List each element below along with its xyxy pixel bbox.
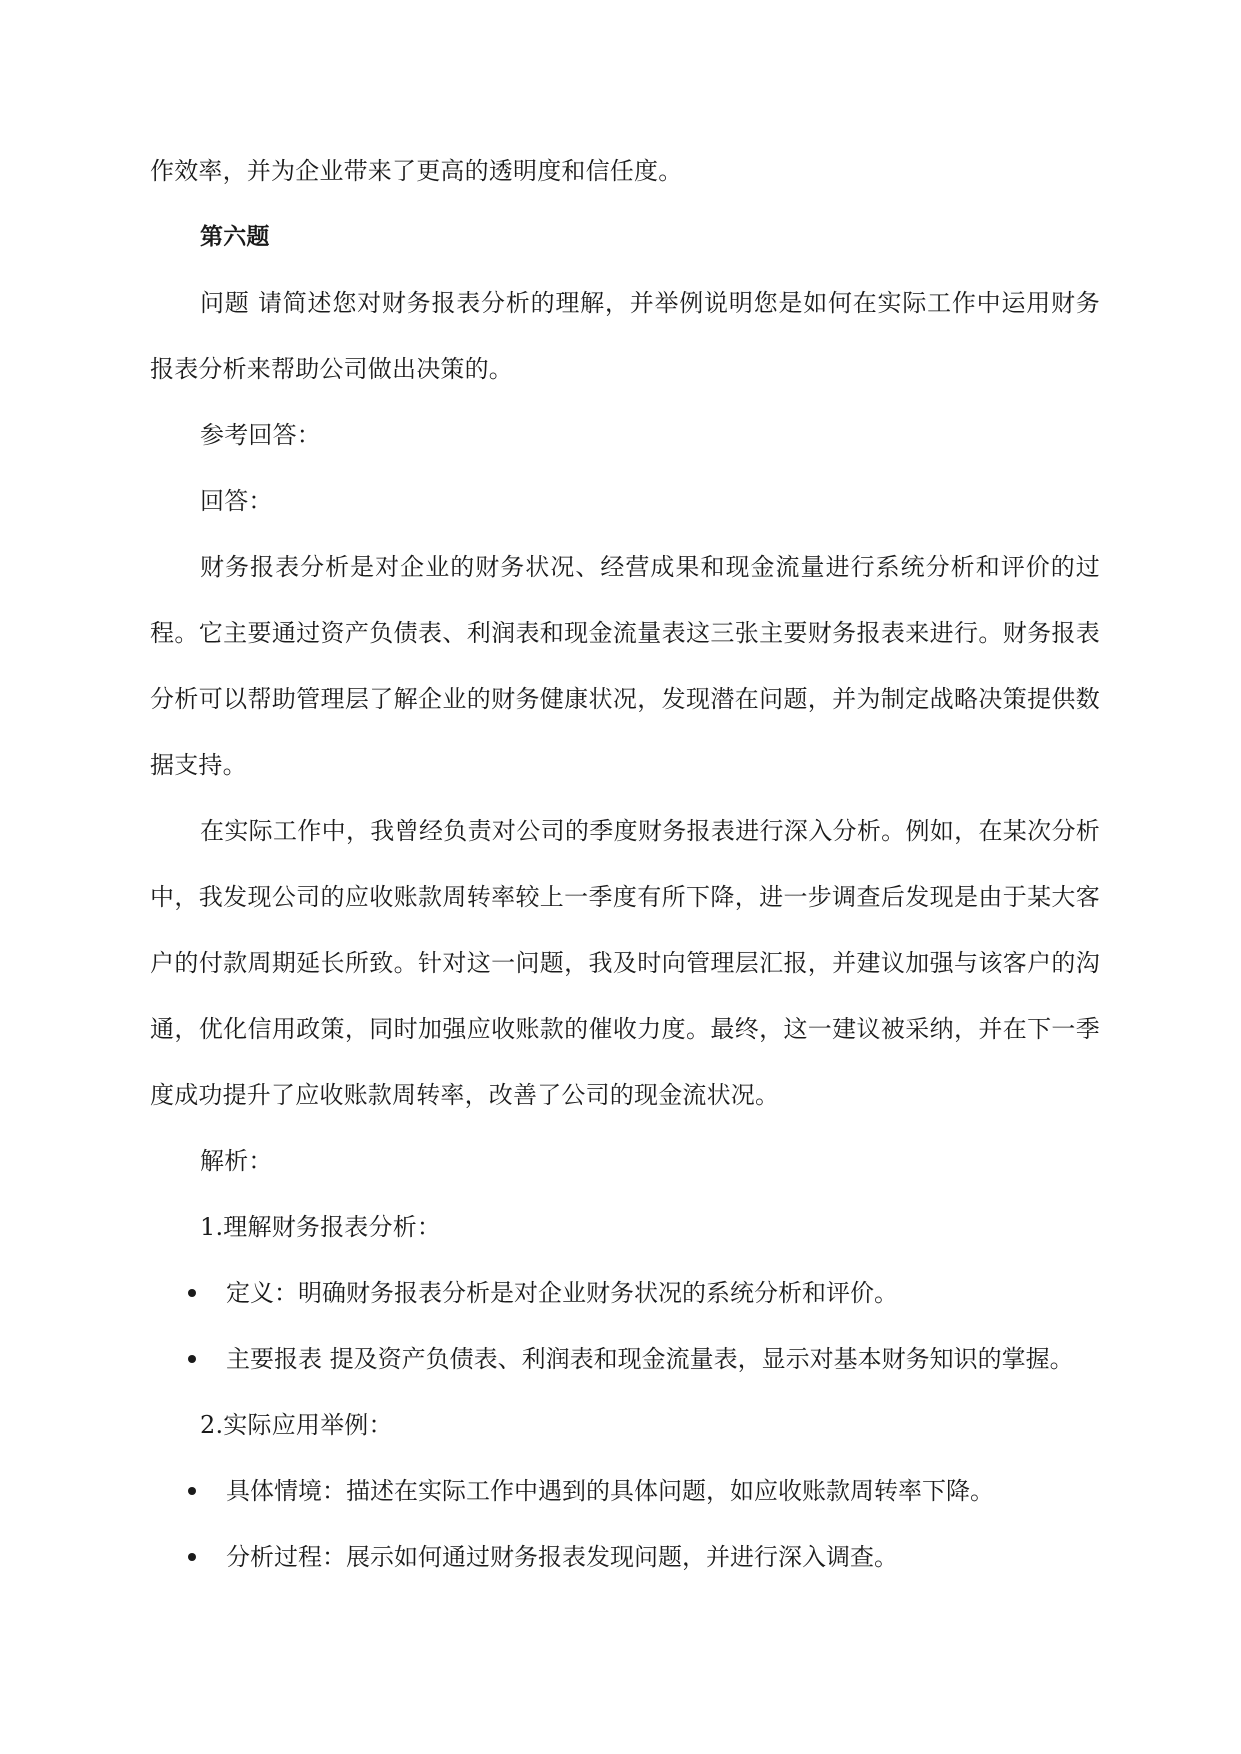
section1-title: 1.理解财务报表分析： — [200, 1213, 442, 1241]
section2-bullet-list — [150, 1458, 1100, 1590]
answer-paragraph-2: 在实际工作中，我曾经负责对公司的季度财务报表进行深入分析。例如，在某次分析中，我发现公司的应收账款周转率较上一季度有所下降，进一步调查后发现是由于某大客户的付款周期延长所致。针对这一问题，我及时向管理层汇报，并建议加强与该客户的沟通，优化信用政策，同时加强应收账款的催收力度。最终，这一建议被采纳，并在下一季度成功提升了应收账款周转率，改善了公司的现金流状况。 — [150, 817, 1100, 1109]
list-item — [150, 1326, 1100, 1392]
answer-paragraph-1: 财务报表分析是对企业的财务状况、经营成果和现金流量进行系统分析和评价的过程。它主要通过资产负债表、利润表和现金流量表这三张主要财务报表来进行。财务报表分析可以帮助管理层了解企业的财务健康状况，发现潜在问题，并为制定战略决策提供数据支持。 — [150, 553, 1100, 779]
bullet-icon — [188, 1355, 196, 1363]
question-paragraph: 问题 请简述您对财务报表分析的理解，并举例说明您是如何在实际工作中运用财务报表分析来帮助公司做出决策的。 — [150, 289, 1100, 383]
list-item — [150, 1458, 1100, 1524]
list-item-text: 定义：明确财务报表分析是对企业财务状况的系统分析和评价。 — [226, 1279, 898, 1307]
lead-line: 作效率，并为企业带来了更高的透明度和信任度。 — [150, 157, 683, 185]
answer-label: 回答： — [200, 487, 273, 515]
list-item — [150, 1260, 1100, 1326]
list-item-text: 具体情境：描述在实际工作中遇到的具体问题，如应收账款周转率下降。 — [226, 1477, 994, 1505]
section-title: 第六题 — [200, 224, 270, 250]
list-item-text: 主要报表 提及资产负债表、利润表和现金流量表，显示对基本财务知识的掌握。 — [226, 1345, 1074, 1373]
section1-bullet-list — [150, 1260, 1100, 1392]
bullet-icon — [188, 1289, 196, 1297]
reference-label: 参考回答： — [200, 421, 321, 449]
list-item — [150, 1524, 1100, 1590]
bullet-icon — [188, 1553, 196, 1561]
analysis-label: 解析： — [200, 1147, 273, 1175]
document-body — [150, 138, 1100, 1590]
section2-title: 2.实际应用举例： — [200, 1411, 393, 1439]
list-item-text: 分析过程：展示如何通过财务报表发现问题，并进行深入调查。 — [226, 1543, 898, 1571]
bullet-icon — [188, 1487, 196, 1495]
